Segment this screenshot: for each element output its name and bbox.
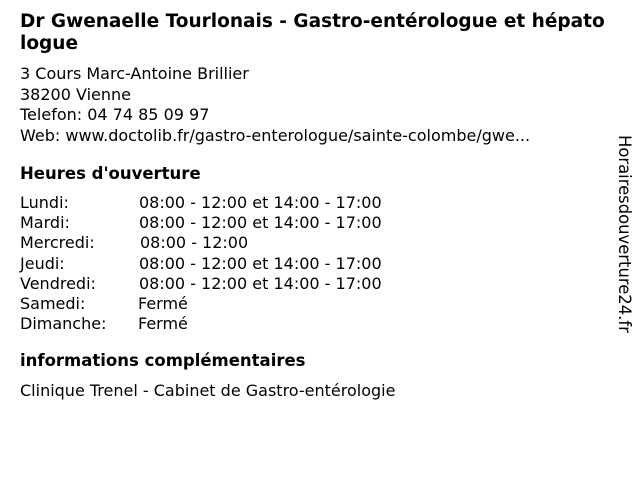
hours-row-dimanche bbox=[20, 314, 605, 334]
site-brand-label: Horairesdouverture24.fr bbox=[615, 135, 634, 333]
phone-number[interactable]: Telefon: 04 74 85 09 97 bbox=[20, 105, 210, 124]
hours-row-mercredi bbox=[20, 233, 605, 253]
hours-row-samedi bbox=[20, 294, 605, 314]
hours-row-jeudi bbox=[20, 254, 605, 274]
day-label: Mardi: bbox=[20, 213, 70, 233]
day-label: Mercredi: bbox=[20, 233, 95, 253]
additional-info-heading: informations complémentaires bbox=[20, 351, 306, 371]
day-label: Jeudi: bbox=[20, 253, 65, 273]
day-label: Lundi: bbox=[20, 193, 69, 212]
hours-value: 08:00 - 12:00 et 14:00 - 17:00 bbox=[139, 273, 382, 293]
hours-value: 08:00 - 12:00 bbox=[140, 233, 249, 253]
hours-row-lundi bbox=[20, 193, 605, 213]
hours-value: 08:00 - 12:00 et 14:00 - 17:00 bbox=[139, 253, 382, 273]
hours-value: Fermé bbox=[138, 294, 188, 314]
hours-value: Fermé bbox=[138, 314, 188, 334]
day-label: Dimanche: bbox=[20, 314, 107, 334]
page-title: Dr Gwenaelle Tourlonais - Gastro-entérologue et hépatologue bbox=[20, 11, 605, 54]
hours-value: 08:00 - 12:00 et 14:00 - 17:00 bbox=[139, 213, 382, 233]
opening-hours-table bbox=[20, 193, 605, 334]
site-brand-vertical bbox=[614, 135, 634, 343]
day-label: Samedi: bbox=[20, 294, 86, 314]
address-block bbox=[20, 64, 605, 146]
opening-hours-heading: Heures d'ouverture bbox=[20, 164, 201, 183]
hours-value: 08:00 - 12:00 et 14:00 - 17:00 bbox=[139, 193, 382, 212]
hours-row-mardi bbox=[20, 213, 605, 233]
address-street: 3 Cours Marc-Antoine Brillier bbox=[20, 64, 249, 83]
listing-card bbox=[20, 11, 605, 401]
day-label: Vendredi: bbox=[20, 273, 96, 293]
website-link[interactable]: Web: www.doctolib.fr/gastro-enterologue/sainte-colombe/gwe... bbox=[20, 125, 531, 145]
address-city: 38200 Vienne bbox=[20, 84, 131, 104]
hours-row-vendredi bbox=[20, 274, 605, 294]
additional-info-text: Clinique Trenel - Cabinet de Gastro-entérologie bbox=[20, 381, 396, 401]
